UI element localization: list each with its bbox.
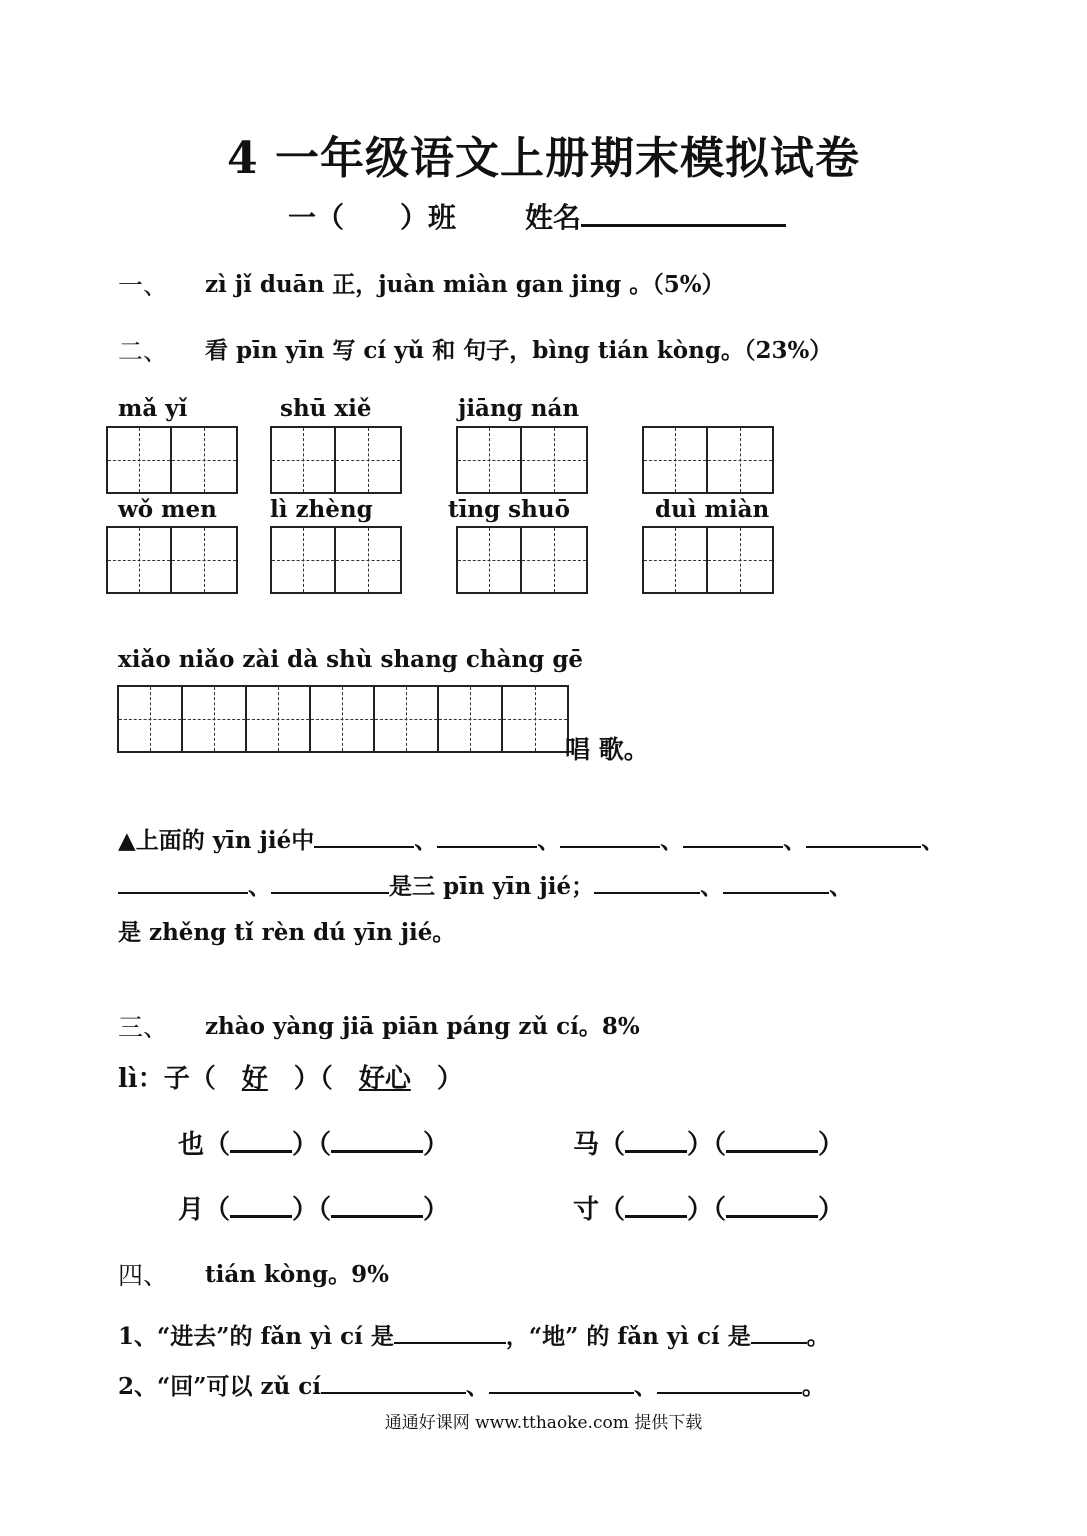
- q2-number: 二、: [118, 337, 169, 366]
- char-box-pair[interactable]: [270, 526, 402, 594]
- note-line-1-text: ▲上面的 yīn jié中: [118, 827, 315, 854]
- q3-item-char: 也: [178, 1130, 205, 1160]
- name-label-text: 姓名: [525, 201, 582, 234]
- answer-blank[interactable]: [726, 1195, 818, 1218]
- char-box-pair[interactable]: [270, 426, 402, 494]
- q3-example: lì：子（ 好 ）（ 好心 ）: [118, 1064, 463, 1094]
- note-line-3: 是 zhěng tǐ rèn dú yīn jié。: [118, 919, 456, 946]
- answer-blank[interactable]: [723, 872, 829, 894]
- char-box-pair[interactable]: [642, 526, 774, 594]
- row1-pinyin-3: jiāng nán: [458, 395, 580, 422]
- answer-blank[interactable]: [726, 1130, 818, 1153]
- footer-credit: 通通好课网 www.tthaoke.com 提供下载: [384, 1413, 703, 1433]
- sentence-char-boxes[interactable]: [117, 685, 569, 753]
- name-label: [525, 196, 786, 236]
- note-line-2-text: 是三 pīn yīn jié；: [389, 873, 595, 900]
- q3-item-2: 马（ ）（ ）: [573, 1130, 845, 1160]
- q3-item-char: 马: [573, 1130, 600, 1160]
- row2-pinyin-3: tīng shuō: [448, 496, 570, 523]
- q4-line-1: 1、“进去”的 fǎn yì cí 是 ，“地” 的 fǎn yì cí 是 。: [118, 1323, 830, 1350]
- answer-blank[interactable]: [683, 826, 783, 848]
- sentence-pinyin: xiǎo niǎo zài dà shù shang chàng gē: [118, 646, 584, 673]
- q3-text: zhào yàng jiā piān páng zǔ cí。8%: [205, 1013, 640, 1040]
- q2-text: 看 pīn yīn 写 cí yǔ 和 句子，bìng tián kòng。（23%）: [205, 337, 833, 364]
- q1-number: 一、: [118, 271, 169, 300]
- note-line-2: 、 是三 pīn yīn jié； 、 、: [118, 868, 852, 901]
- row1-pinyin-2: shū xiě: [280, 395, 372, 422]
- q3-item-4: 寸（ ）（ ）: [573, 1195, 845, 1225]
- row2-pinyin-1: wǒ men: [118, 496, 217, 523]
- q4-line-2-a: 2、“回”可以 zǔ cí: [118, 1373, 322, 1400]
- answer-blank[interactable]: [594, 872, 700, 894]
- row1-pinyin-1: mǎ yǐ: [118, 395, 188, 422]
- q3-item-char: 月: [178, 1195, 205, 1225]
- q3-item-char: 寸: [573, 1195, 600, 1225]
- answer-blank[interactable]: [394, 1322, 506, 1344]
- example-label: lì：子（: [118, 1064, 216, 1094]
- q4-number: 四、: [118, 1261, 169, 1290]
- name-field[interactable]: [581, 202, 786, 227]
- answer-blank[interactable]: [118, 872, 248, 894]
- answer-blank[interactable]: [806, 826, 921, 848]
- char-box-pair[interactable]: [456, 526, 588, 594]
- char-box-pair[interactable]: [106, 426, 238, 494]
- answer-blank[interactable]: [230, 1130, 292, 1153]
- q1-text: zì jǐ duān 正，juàn miàn gan jing 。（5%）: [205, 271, 725, 298]
- example-word-2: 好心: [358, 1064, 411, 1094]
- row2-pinyin-4: duì miàn: [655, 496, 770, 523]
- sentence-tail: 唱 歌。: [565, 735, 649, 764]
- q4-text: tián kòng。9%: [205, 1261, 389, 1288]
- q4-line-1-a: 1、“进去”的 fǎn yì cí 是: [118, 1323, 394, 1350]
- answer-blank[interactable]: [489, 1372, 634, 1394]
- page-title: 4 一年级语文上册期末模拟试卷: [227, 133, 860, 184]
- answer-blank[interactable]: [314, 826, 414, 848]
- answer-blank[interactable]: [560, 826, 660, 848]
- q4-line-2: 2、“回”可以 zǔ cí 、 、 。: [118, 1373, 826, 1400]
- answer-blank[interactable]: [751, 1322, 807, 1344]
- q4-line-1-b: ，“地” 的 fǎn yì cí 是: [505, 1323, 751, 1350]
- q3-item-1: 也（ ）（ ）: [178, 1130, 450, 1160]
- answer-blank[interactable]: [625, 1195, 687, 1218]
- answer-blank[interactable]: [321, 1372, 466, 1394]
- row2-pinyin-2: lì zhèng: [270, 496, 373, 523]
- char-box-pair[interactable]: [456, 426, 588, 494]
- answer-blank[interactable]: [331, 1195, 423, 1218]
- answer-blank[interactable]: [437, 826, 537, 848]
- note-line-1: ▲上面的 yīn jié中 、 、 、 、 、: [118, 827, 945, 854]
- char-box-pair[interactable]: [642, 426, 774, 494]
- answer-blank[interactable]: [657, 1372, 802, 1394]
- example-word-1: 好: [241, 1064, 268, 1094]
- answer-blank[interactable]: [271, 872, 389, 894]
- answer-blank[interactable]: [331, 1130, 423, 1153]
- q3-number: 三、: [118, 1013, 169, 1042]
- class-label: 一（ ）班: [288, 201, 457, 234]
- char-box-pair[interactable]: [106, 526, 238, 594]
- answer-blank[interactable]: [625, 1130, 687, 1153]
- q3-item-3: 月（ ）（ ）: [178, 1195, 450, 1225]
- answer-blank[interactable]: [230, 1195, 292, 1218]
